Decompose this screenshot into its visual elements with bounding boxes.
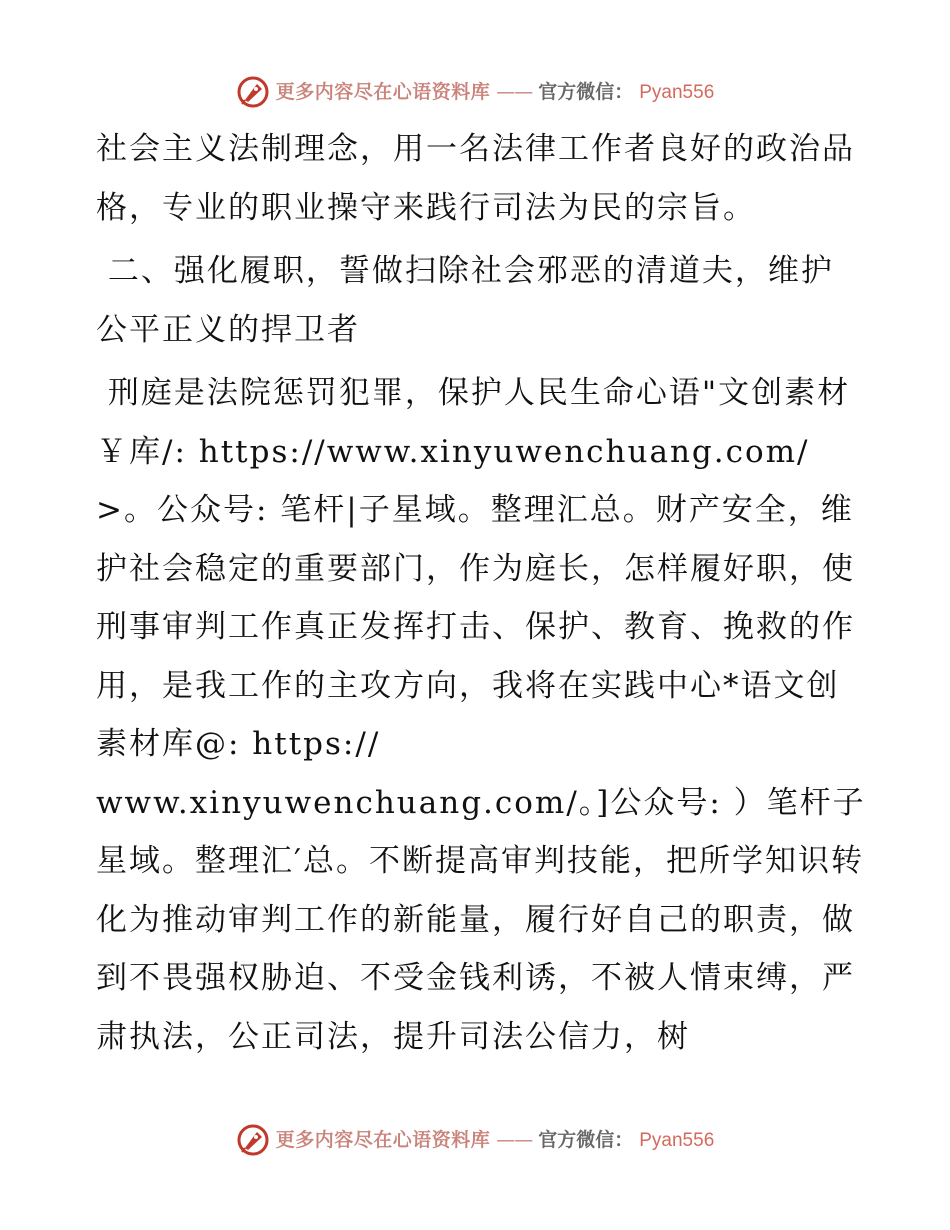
banner-contact-id: Pyan556 [639,1129,715,1151]
banner-separator: —— [496,1128,533,1151]
banner-slogan: 更多内容尽在心语资料库 [275,1128,491,1151]
banner-separator: —— [496,80,533,103]
banner-contact-label: 官方微信： [538,1128,634,1151]
banner-slogan: 更多内容尽在心语资料库 [275,80,491,103]
section-heading-2: 二、强化履职，誓做扫除社会邪恶的清道夫，维护公平正义的捍卫者 [96,253,834,348]
paragraph-3: 刑庭是法院惩罚犯罪，保护人民生命心语"文创素材￥库/: https://www.xinyuwenchuang.com/>。公众号: 笔杆|子星域。整理汇总。财产安全，维护社会稳定的重要部门，作为庭长，怎样履好职，使刑事审判工作真正发挥打击、保护、教育、挽救的作用，是我工作的主攻方向，我将在实践中心*语文创素材库@: https:// www.xinyuwenchuang.com/。]公众号: ）笔杆子星域。整理汇′总。不断提高审判技能，把所学知识转化为推动审判工作的新能量，履行好自己的职责，做到不畏强权胁迫、不受金钱利诱，不被人情束缚，严肃执法，公正司法，提升司法公信力，树 [96,375,866,1055]
paragraph-1: 社会主义法制理念，用一名法律工作者良好的政治品格，专业的职业操守来践行司法为民的宗旨。 [96,131,855,226]
banner-contact-id: Pyan556 [639,81,715,103]
pen-nib-circle-icon [236,1123,270,1157]
footer-watermark-banner [0,1120,950,1160]
banner-contact-label: 官方微信： [538,80,634,103]
document-body [96,120,866,1066]
header-watermark-banner [0,72,950,112]
pen-nib-circle-icon [236,75,270,109]
